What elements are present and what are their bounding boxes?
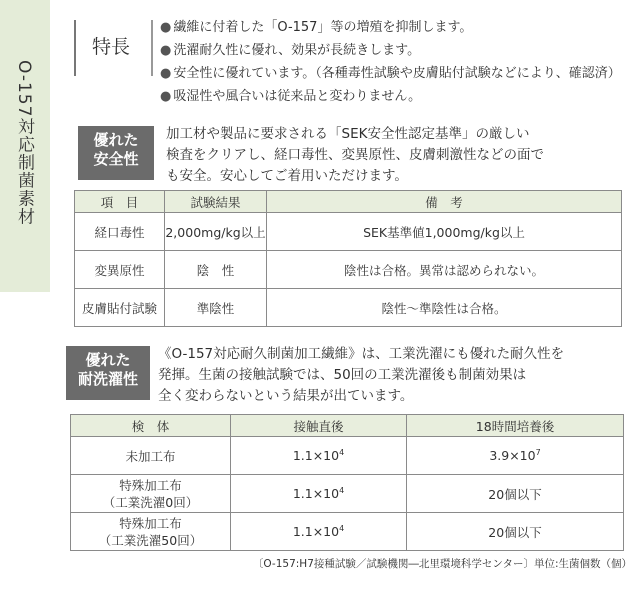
value-base: 1.1×10 — [292, 524, 340, 540]
value-base: 3.9×10 — [489, 448, 536, 464]
sample-sublabel: （工業洗濯0回） — [102, 494, 199, 510]
value-exp: 4 — [339, 485, 345, 495]
table-row — [71, 475, 624, 513]
table-header-row — [75, 191, 622, 213]
col-header: 検 体 — [71, 415, 231, 437]
value-base: 20個以下 — [488, 486, 542, 502]
table-row — [75, 289, 622, 327]
col-header: 備 考 — [267, 191, 622, 213]
value-exp: 4 — [339, 447, 345, 457]
table-cell: 陰性～準陰性は合格。 — [267, 289, 622, 327]
feature-item: ● 繊維に付着した「O-157」等の増殖を抑制します。 — [160, 16, 621, 39]
intro-line: 発揮。生菌の接触試験では、50回の工業洗濯後も制菌効果は — [158, 367, 527, 383]
table-cell — [407, 513, 624, 551]
divider — [74, 20, 76, 76]
safety-table — [74, 190, 622, 327]
table-cell — [407, 475, 624, 513]
table-cell — [71, 437, 231, 475]
badge-line: 安全性 — [93, 150, 139, 168]
table-cell: 経口毒性 — [75, 213, 165, 251]
badge-line: 優れた — [93, 131, 139, 149]
badge-line: 優れた — [85, 351, 131, 369]
col-header: 18時間培養後 — [407, 415, 624, 437]
table-cell — [231, 475, 407, 513]
intro-line: 《O-157対応耐久制菌加工繊維》は、工業洗濯にも優れた耐久性を — [158, 346, 565, 362]
features-label: 特長 — [92, 36, 131, 58]
sidebar — [0, 0, 50, 292]
washing-table — [70, 414, 624, 551]
value-base: 1.1×10 — [292, 448, 340, 464]
sample-label: 特殊加工布 — [119, 477, 182, 493]
col-header: 接触直後 — [231, 415, 407, 437]
value-exp: 7 — [535, 447, 541, 457]
value-base: 20個以下 — [488, 524, 542, 540]
table-row — [71, 437, 624, 475]
safety-badge — [78, 126, 154, 180]
feature-item: ● 吸湿性や風合いは従来品と変わりません。 — [160, 85, 621, 108]
table-cell: 2,000mg/kg以上 — [165, 213, 267, 251]
table-cell — [231, 513, 407, 551]
table-cell — [407, 437, 624, 475]
intro-line: 検査をクリアし、経口毒性、変異原性、皮膚刺激性などの面で — [166, 147, 544, 163]
table-row — [71, 513, 624, 551]
feature-item: ● 安全性に優れています。（各種毒性試験や皮膚貼付試験などにより、確認済） — [160, 62, 621, 85]
table-cell — [71, 475, 231, 513]
table-cell — [71, 513, 231, 551]
washing-intro — [158, 344, 564, 407]
table-row — [75, 213, 622, 251]
value-exp: 4 — [339, 523, 345, 533]
feature-item: ● 洗濯耐久性に優れ、効果が長続きします。 — [160, 39, 621, 62]
side-title: O-157対応制菌素材 — [14, 60, 34, 226]
sample-label: 未加工布 — [125, 448, 176, 464]
table-header-row — [71, 415, 624, 437]
divider — [151, 20, 153, 76]
intro-line: 全く変わらないという結果が出ています。 — [158, 388, 414, 404]
features-section — [74, 12, 634, 104]
intro-line: 加工材や製品に要求される「SEK安全性認定基準」の厳しい — [166, 126, 530, 142]
table-cell: 変異原性 — [75, 251, 165, 289]
intro-line: も安全。安心してご着用いただけます。 — [166, 168, 408, 184]
features-list — [160, 16, 621, 108]
footnote: 〔O-157:H7接種試験／試験機関―北里環境科学センター〕単位:生菌個数（個） — [252, 558, 632, 570]
value-base: 1.1×10 — [292, 486, 340, 502]
col-header: 項 目 — [75, 191, 165, 213]
table-cell: 準陰性 — [165, 289, 267, 327]
safety-intro — [166, 124, 544, 187]
table-cell: 陰性は合格。異常は認められない。 — [267, 251, 622, 289]
table-cell — [231, 437, 407, 475]
badge-line: 耐洗濯性 — [77, 370, 138, 388]
table-row — [75, 251, 622, 289]
table-cell: 陰 性 — [165, 251, 267, 289]
table-cell: SEK基準値1,000mg/kg以上 — [267, 213, 622, 251]
sample-label: 特殊加工布 — [119, 515, 182, 531]
sample-sublabel: （工業洗濯50回） — [98, 532, 203, 548]
washing-badge — [66, 346, 150, 400]
col-header: 試験結果 — [165, 191, 267, 213]
table-cell: 皮膚貼付試験 — [75, 289, 165, 327]
